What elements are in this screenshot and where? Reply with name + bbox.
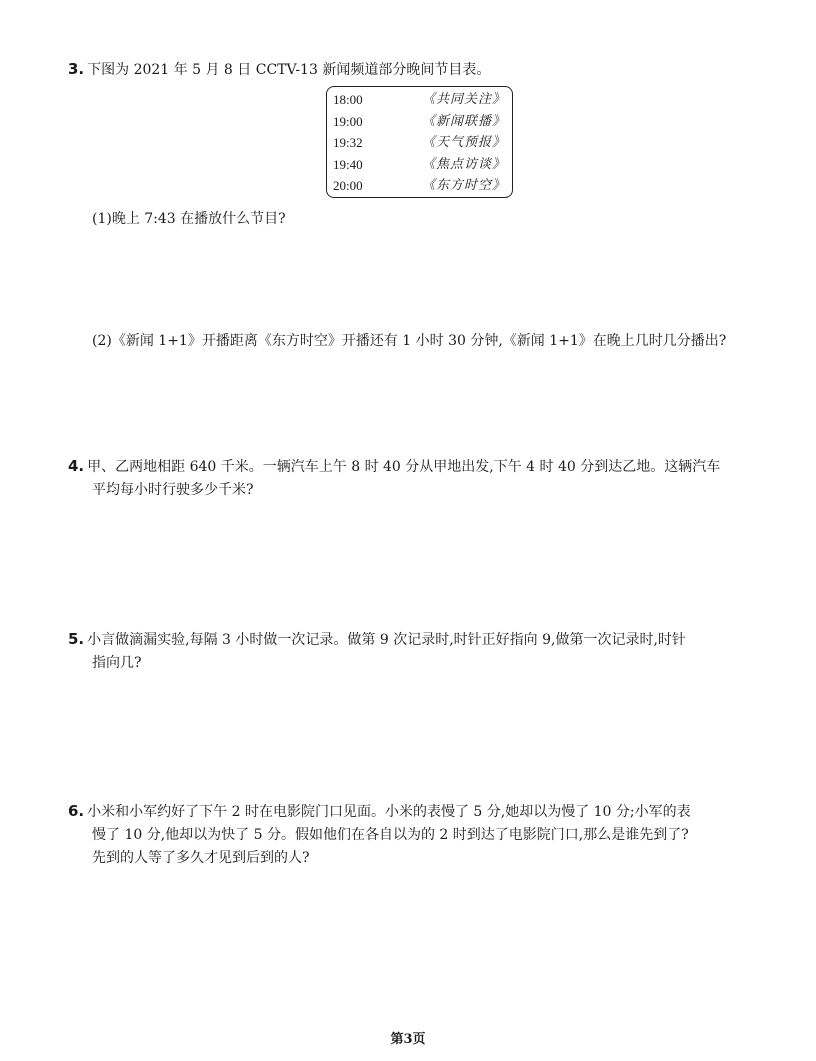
schedule-time: 18:00 bbox=[333, 92, 363, 107]
question-6-number: 6. bbox=[68, 802, 85, 820]
question-6 bbox=[68, 800, 768, 870]
schedule-program: 《焦点访谈》 bbox=[421, 156, 506, 172]
question-6-line-1: 小米和小军约好了下午 2 时在电影院门口见面。小米的表慢了 5 分,她却以为慢了 10 分;小军的表 bbox=[87, 804, 691, 820]
question-3-part-2: (2)《新闻 1+1》开播距离《东方时空》开播还有 1 小时 30 分钟,《新闻 1+1》在晚上几时几分播出? bbox=[92, 333, 727, 349]
question-3-stem: 下图为 2021 年 5 月 8 日 CCTV-13 新闻频道部分晚间节目表。 bbox=[87, 62, 491, 78]
schedule-time: 19:40 bbox=[333, 156, 363, 172]
question-4-line-1: 甲、乙两地相距 640 千米。一辆汽车上午 8 时 40 分从甲地出发,下午 4 时 40 分到达乙地。这辆汽车 bbox=[87, 459, 721, 475]
question-3-number: 3. bbox=[68, 60, 85, 78]
schedule-row bbox=[333, 154, 506, 176]
question-5-line-1: 小言做滴漏实验,每隔 3 小时做一次记录。做第 9 次记录时,时针正好指向 9,做第一次记录时,时针 bbox=[87, 632, 686, 648]
question-5-number: 5. bbox=[68, 630, 85, 648]
schedule-program: 《天气预报》 bbox=[421, 135, 506, 150]
question-4-line-2: 平均每小时行驶多少千米? bbox=[92, 482, 254, 498]
question-3 bbox=[68, 58, 768, 82]
schedule-row bbox=[333, 132, 506, 154]
schedule-row bbox=[333, 111, 506, 133]
schedule-row bbox=[333, 175, 506, 197]
question-4 bbox=[68, 455, 768, 502]
question-5-line-2: 指向几? bbox=[92, 655, 142, 671]
schedule-row bbox=[333, 89, 506, 111]
question-6-line-2: 慢了 10 分,他却以为快了 5 分。假如他们在各自以为的 2 时到达了电影院门口,那么是谁先到了? bbox=[92, 827, 689, 843]
schedule-time: 20:00 bbox=[333, 178, 363, 193]
schedule-time: 19:32 bbox=[333, 135, 363, 150]
schedule-time: 19:00 bbox=[333, 113, 363, 129]
question-3-part-1: (1)晚上 7:43 在播放什么节目? bbox=[92, 211, 286, 227]
schedule-program: 《共同关注》 bbox=[421, 92, 506, 107]
schedule-program: 《新闻联播》 bbox=[421, 113, 506, 129]
page-number: 第3页 bbox=[390, 1032, 426, 1047]
question-6-line-3: 先到的人等了多久才见到后到的人? bbox=[92, 850, 310, 866]
schedule-program: 《东方时空》 bbox=[421, 178, 506, 193]
program-schedule-box bbox=[326, 86, 513, 198]
question-5 bbox=[68, 628, 768, 675]
question-4-number: 4. bbox=[68, 457, 85, 475]
